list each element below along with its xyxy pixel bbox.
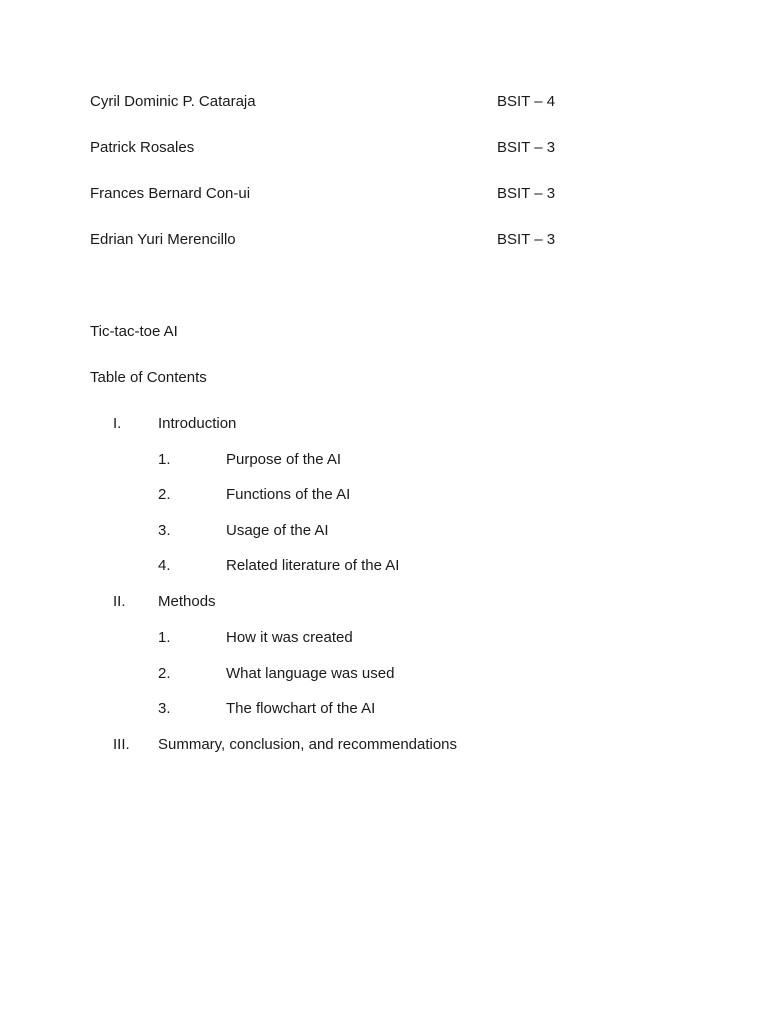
toc-item-label: How it was created: [226, 629, 353, 646]
toc-item-label: The flowchart of the AI: [226, 700, 376, 717]
document-title: Tic-tac-toe AI: [90, 323, 178, 340]
toc-item-label: Related literature of the AI: [226, 557, 400, 574]
toc-item-label: What language was used: [226, 665, 395, 682]
toc-item-number: 1.: [158, 629, 171, 646]
toc-item-number: 2.: [158, 486, 171, 503]
toc-item-number: 3.: [158, 522, 171, 539]
toc-item-number: 4.: [158, 557, 171, 574]
toc-item-label: Functions of the AI: [226, 486, 351, 503]
toc-section-label: Summary, conclusion, and recommendations: [158, 736, 458, 753]
member-course: BSIT – 3: [497, 139, 556, 156]
toc-section-label: Introduction: [158, 415, 237, 432]
member-course: BSIT – 4: [497, 93, 556, 110]
toc-item-label: Purpose of the AI: [226, 451, 342, 468]
toc-section-number: I.: [113, 415, 122, 432]
toc-section-number: II.: [113, 593, 126, 610]
member-name: Frances Bernard Con-ui: [90, 185, 251, 202]
member-name: Patrick Rosales: [90, 139, 195, 156]
toc-item-number: 2.: [158, 665, 171, 682]
member-course: BSIT – 3: [497, 231, 556, 248]
toc-item-label: Usage of the AI: [226, 522, 329, 539]
toc-item-number: 3.: [158, 700, 171, 717]
toc-heading: Table of Contents: [90, 369, 207, 386]
member-course: BSIT – 3: [497, 185, 556, 202]
toc-section-number: III.: [113, 736, 130, 753]
member-name: Edrian Yuri Merencillo: [90, 231, 236, 248]
toc-item-number: 1.: [158, 451, 171, 468]
toc-section-label: Methods: [158, 593, 216, 610]
member-name: Cyril Dominic P. Cataraja: [90, 93, 256, 110]
